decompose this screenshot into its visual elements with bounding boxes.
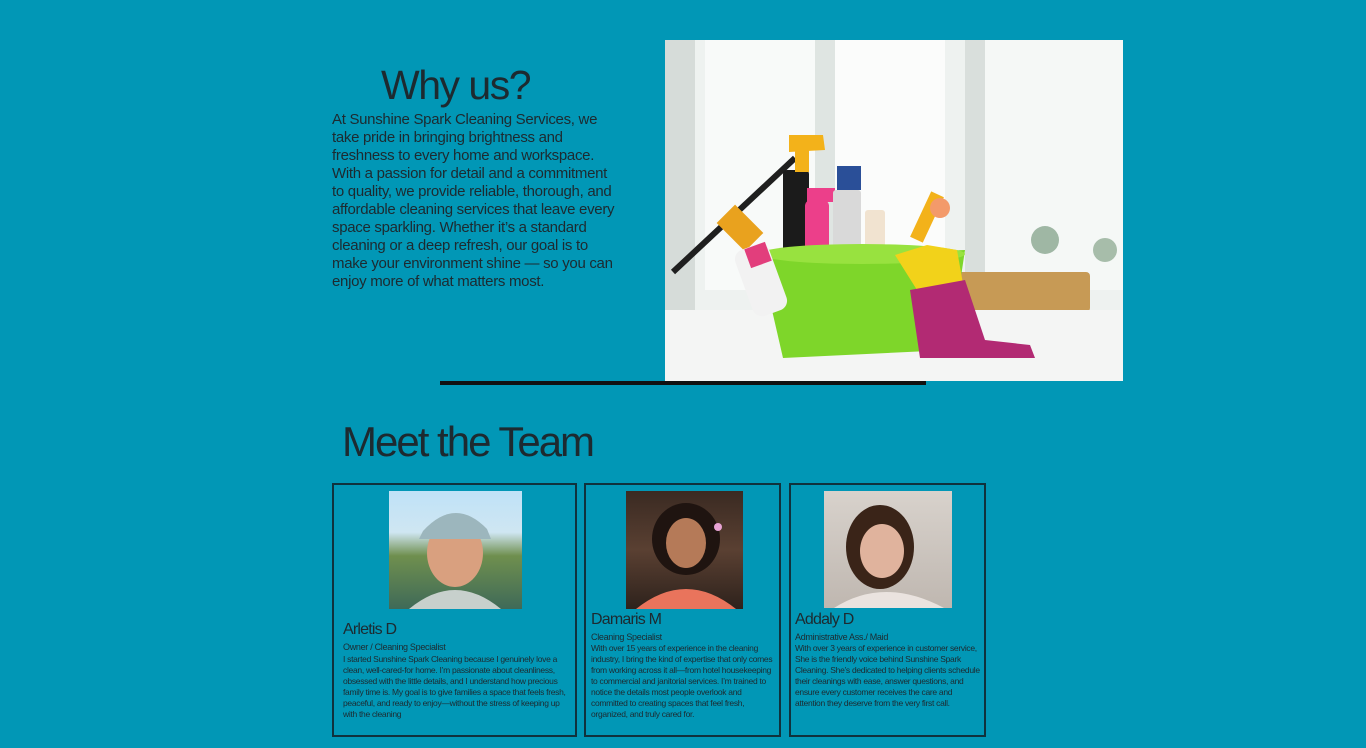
meet-the-team-title: Meet the Team	[342, 418, 594, 465]
woman-curly-hair-photo-icon	[626, 491, 743, 609]
cleaning-supplies-bucket-icon	[665, 40, 1123, 381]
portrait-icon	[626, 491, 743, 609]
team-card-arletis	[332, 483, 577, 737]
team-card-addaly	[789, 483, 986, 737]
portrait-icon	[824, 491, 952, 608]
cleaning-supplies-image	[665, 40, 1123, 381]
member-bio: With over 3 years of experience in customer service, She is the friendly voice behind Sunshine Spark Cleaning. She’s dedicated to helping clients schedule their cleanings with ease, answer questions, and ensure every customer receives the care and attention they deserve from the very first call.	[795, 643, 980, 708]
why-us-title: Why us?	[381, 62, 530, 108]
team-card-damaris	[584, 483, 781, 737]
member-bio: With over 15 years of experience in the cleaning industry, I bring the kind of expertise that only comes from working across it all—from hotel housekeeping to commercial and janitorial services. I’m trained to notice the details most people overlook and committed to creating spaces that feel fresh, organized, and truly cared for.	[591, 643, 773, 719]
member-name: Addaly D	[795, 611, 854, 628]
woman-cap-selfie-photo-icon	[389, 491, 522, 609]
why-us-description: At Sunshine Spark Cleaning Services, we take pride in bringing brightness and freshness to every home and workspace. With a passion for detail and a commitment to quality, we provide reliable, thorough, and affordable cleaning services that leave every space sparkling. Whether it’s a standard cleaning or a deep refresh, our goal is to make your environment shine — so you can enjoy more of what matters most.	[332, 111, 615, 290]
member-role: Cleaning Specialist	[591, 632, 662, 642]
section-divider	[440, 381, 926, 385]
member-role: Administrative Ass./ Maid	[795, 632, 889, 642]
member-role: Owner / Cleaning Specialist	[343, 642, 446, 652]
member-name: Arletis D	[343, 621, 397, 638]
portrait-icon	[389, 491, 522, 609]
member-bio: I started Sunshine Spark Cleaning because I genuinely love a clean, well-cared-for home. I’m passionate about cleanliness, obsessed with the little details, and I understand how precious family time is. My goal is to give families a space that feels fresh, peaceful, and ready to enjoy—without the stress of keeping up with the cleaning	[343, 654, 566, 719]
member-name: Damaris M	[591, 611, 662, 628]
woman-car-selfie-photo-icon	[824, 491, 952, 608]
